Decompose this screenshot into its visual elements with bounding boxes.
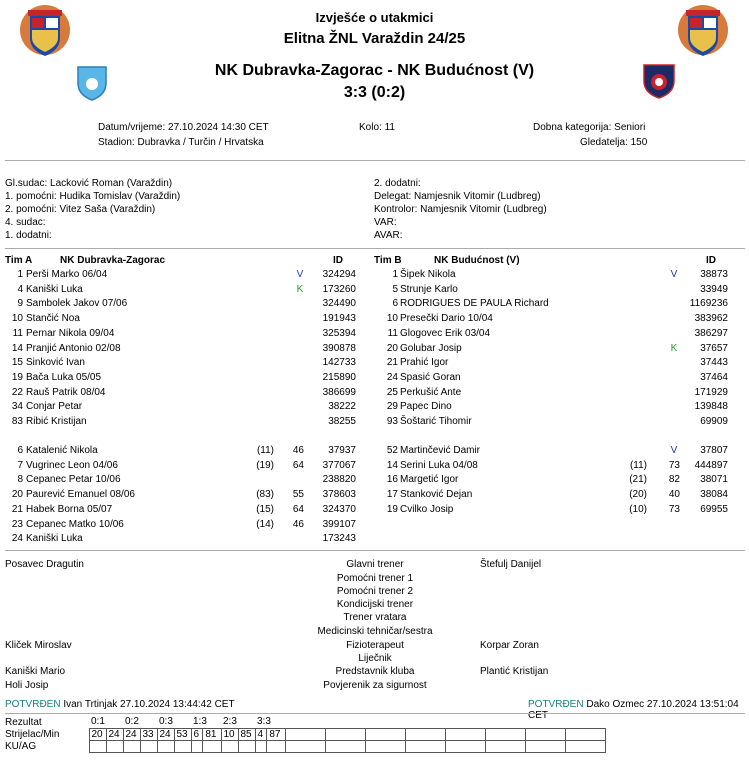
player-number: 23 <box>11 518 23 530</box>
goalkeeper-mark: V <box>670 269 678 280</box>
scorer-min-cell: 85 <box>238 728 255 740</box>
player-row <box>0 460 749 474</box>
player-name: Conjar Petar <box>26 401 83 413</box>
player-id: 377067 <box>322 459 356 471</box>
sub-replaced: (21) <box>629 474 647 486</box>
age-row <box>533 122 645 133</box>
sub-replaced: (20) <box>629 489 647 501</box>
player-row <box>0 519 749 533</box>
staff-home-person: Kliček Miroslav <box>5 640 72 651</box>
player-row <box>0 372 749 386</box>
player-id: 171929 <box>694 386 728 398</box>
staff-home-person: Holi Josip <box>5 680 49 691</box>
stadium-row <box>98 137 264 148</box>
player-name: Sambolek Jakov 07/06 <box>26 298 128 310</box>
player-number: 20 <box>11 489 23 501</box>
empty-cell <box>123 740 140 752</box>
player-number: 22 <box>11 386 23 398</box>
empty-cell <box>445 728 485 740</box>
player-row <box>0 313 749 327</box>
empty-cell <box>174 740 191 752</box>
goalkeeper-mark: V <box>670 445 678 456</box>
team-a-name: NK Dubravka-Zagorac <box>60 255 166 266</box>
empty-cell <box>445 716 485 728</box>
player-name: Cvilko Josip <box>400 503 454 515</box>
player-name: Šoštarić Tihomir <box>400 416 472 427</box>
sub-minute: 46 <box>292 445 304 456</box>
empty-cell <box>325 740 365 752</box>
official-line: 2. dodatni: <box>374 178 421 189</box>
empty-cell <box>140 740 157 752</box>
sub-minute: 73 <box>668 459 680 471</box>
empty-cell <box>89 740 106 752</box>
empty-cell <box>203 740 221 752</box>
empty-cell <box>365 716 405 728</box>
player-id: 399107 <box>322 518 356 530</box>
staff-role: Glavni trener <box>346 559 404 570</box>
results-table <box>5 716 606 753</box>
player-id: 386297 <box>694 327 728 339</box>
datetime-value: 27.10.2024 14:30 CET <box>168 122 269 133</box>
official-line: Kontrolor: Namjesnik Vitomir (Ludbreg) <box>374 204 547 215</box>
player-number: 83 <box>11 416 23 427</box>
staff-role: Liječnik <box>358 653 392 664</box>
sub-replaced: (19) <box>256 459 274 471</box>
player-id: 386699 <box>322 386 356 398</box>
sub-replaced: (11) <box>629 459 647 471</box>
player-name: Strunje Karlo <box>400 283 458 295</box>
player-number: 25 <box>386 386 398 398</box>
scorer-min-cell: 33 <box>140 728 157 740</box>
staff-role: Medicinski tehničar/sestra <box>317 626 433 637</box>
sub-minute: 64 <box>292 459 304 471</box>
player-name: Presečki Dario 10/04 <box>400 313 493 325</box>
player-name: Golubar Josip <box>400 342 462 354</box>
empty-cell <box>157 740 174 752</box>
player-number: 34 <box>11 401 23 413</box>
team-a-label: Tim A <box>5 255 33 266</box>
player-id: 37657 <box>700 342 728 354</box>
player-id: 1169236 <box>689 298 728 310</box>
player-row <box>0 474 749 488</box>
player-id: 324370 <box>322 503 356 515</box>
player-id: 142733 <box>322 357 356 369</box>
player-name: Ribić Kristijan <box>26 416 87 427</box>
player-name: Martinčević Damir <box>400 445 481 456</box>
official-line: VAR: <box>374 217 397 228</box>
player-name: Spasić Goran <box>400 371 461 383</box>
player-name: Cepanec Matko 10/06 <box>26 518 124 530</box>
player-row <box>0 416 749 430</box>
empty-cell <box>525 728 565 740</box>
player-number: 15 <box>11 357 23 369</box>
empty-cell <box>565 740 605 752</box>
player-id: 37807 <box>700 445 728 456</box>
captain-mark: K <box>670 342 678 354</box>
staff-away-person: Štefulj Danijel <box>480 559 542 570</box>
scorer-min-cell: 87 <box>267 728 285 740</box>
results-ku-row <box>5 740 605 752</box>
player-number: 11 <box>12 327 23 339</box>
confirm-left-text: Ivan Trtinjak 27.10.2024 13:44:42 CET <box>63 699 235 710</box>
results-scorer-row <box>5 728 605 740</box>
age-value: Seniori <box>614 122 646 133</box>
player-id: 37464 <box>700 371 728 383</box>
divider <box>5 248 745 249</box>
captain-mark: K <box>296 283 304 295</box>
scorer-team-cell: 6 <box>191 728 203 740</box>
player-number: 29 <box>386 401 398 413</box>
player-number: 7 <box>17 459 23 471</box>
player-row <box>0 328 749 342</box>
player-row <box>0 269 749 283</box>
sub-minute: 55 <box>292 489 304 501</box>
team-b-name: NK Budućnost (V) <box>434 255 520 266</box>
datetime-label: Datum/vrijeme: <box>98 122 166 133</box>
player-row <box>0 504 749 518</box>
spectators-label: Gledatelja: <box>580 137 628 148</box>
empty-cell <box>445 740 485 752</box>
player-name: Katalenić Nikola <box>26 445 98 456</box>
player-number: 10 <box>11 313 23 325</box>
score-cell: 3:3 <box>255 716 285 728</box>
player-id: 324294 <box>322 269 356 280</box>
player-number: 93 <box>386 416 398 427</box>
player-name: Habek Borna 05/07 <box>26 503 113 515</box>
empty-cell <box>325 728 365 740</box>
goalkeeper-mark: V <box>296 269 304 280</box>
official-line: Delegat: Namjesnik Vitomir (Ludbreg) <box>374 191 541 202</box>
player-name: Vugrinec Leon 04/06 <box>26 459 118 471</box>
player-name: Perkušić Ante <box>400 386 462 398</box>
player-number: 6 <box>17 445 23 456</box>
player-id: 238820 <box>322 474 356 486</box>
empty-cell <box>365 740 405 752</box>
player-id: 37443 <box>700 357 728 369</box>
confirm-right-text: Dako Ozmec 27.10.2024 13:51:04 CET <box>528 699 739 721</box>
datetime-row <box>98 122 269 133</box>
player-id: 38084 <box>700 489 728 501</box>
empty-cell <box>485 740 525 752</box>
divider <box>5 550 745 551</box>
player-name: Prahić Igor <box>400 357 449 369</box>
empty-cell <box>285 716 325 728</box>
empty-cell <box>267 740 285 752</box>
player-id: 173243 <box>322 533 356 545</box>
results-label: KU/AG <box>5 740 37 752</box>
player-id: 390878 <box>322 342 356 354</box>
player-name: Stančić Noa <box>26 313 80 325</box>
score-cell: 0:2 <box>123 716 157 728</box>
player-id: 378603 <box>322 489 356 501</box>
spectators-value: 150 <box>630 137 648 148</box>
staff-role: Predstavnik kluba <box>335 666 415 677</box>
officials-left <box>5 177 180 242</box>
player-number: 19 <box>11 371 23 383</box>
staff-role: Trener vratara <box>343 612 407 623</box>
player-name: Kaniški Luka <box>26 283 83 295</box>
sub-replaced: (10) <box>629 503 647 515</box>
player-number: 21 <box>386 357 398 369</box>
staff-role: Povjerenik za sigurnost <box>323 680 427 691</box>
empty-cell <box>365 728 405 740</box>
results-label: Strijelac/Min <box>5 728 60 740</box>
team-a-id-header: ID <box>333 255 343 266</box>
stadium-label: Stadion: <box>98 137 135 148</box>
player-number: 5 <box>392 283 398 295</box>
sub-minute: 82 <box>668 474 680 486</box>
player-number: 14 <box>386 459 398 471</box>
player-name: Stanković Dejan <box>400 489 473 501</box>
sub-replaced: (83) <box>256 489 274 501</box>
official-line: AVAR: <box>374 230 403 241</box>
player-number: 1 <box>392 269 398 280</box>
staff-home-person: Kaniški Mario <box>5 666 66 677</box>
sub-minute: 64 <box>292 503 304 515</box>
player-name: Perši Marko 06/04 <box>26 269 108 280</box>
empty-cell <box>485 728 525 740</box>
empty-cell <box>255 740 267 752</box>
confirm-right-label: POTVRĐEN <box>528 699 584 710</box>
player-id: 38071 <box>700 474 728 486</box>
player-id: 38222 <box>328 401 356 413</box>
player-name: RODRIGUES DE PAULA Richard <box>400 298 549 310</box>
empty-cell <box>565 716 605 728</box>
empty-cell <box>405 716 445 728</box>
sub-replaced: (15) <box>256 503 274 515</box>
official-line: 4. sudac: <box>5 217 46 228</box>
player-number: 21 <box>11 503 23 515</box>
player-number: 10 <box>386 313 398 325</box>
score-cell: 0:1 <box>89 716 123 728</box>
empty-cell <box>191 740 203 752</box>
divider <box>5 160 745 161</box>
player-row <box>0 401 749 415</box>
score-cell: 2:3 <box>221 716 255 728</box>
spectators-row <box>580 137 647 148</box>
empty-cell <box>485 716 525 728</box>
player-id: 38255 <box>328 416 356 427</box>
empty-cell <box>285 728 325 740</box>
player-name: Paurević Emanuel 08/06 <box>26 489 135 501</box>
player-id: 173260 <box>322 283 356 295</box>
official-line: 1. dodatni: <box>5 230 52 241</box>
staff-role: Pomoćni trener 2 <box>336 586 414 597</box>
official-line: Gl.sudac: Lacković Roman (Varaždin) <box>5 178 173 189</box>
scorer-min-cell: 24 <box>106 728 123 740</box>
results-score-row <box>5 716 605 728</box>
confirm-left <box>5 699 235 710</box>
player-number: 24 <box>11 533 23 545</box>
empty-cell <box>405 728 445 740</box>
match-score: 3:3 (0:2) <box>343 84 406 101</box>
scorer-min-cell: 81 <box>203 728 221 740</box>
player-row <box>0 489 749 503</box>
scorer-min-cell: 53 <box>174 728 191 740</box>
player-row <box>0 357 749 371</box>
player-id: 69955 <box>700 503 728 515</box>
empty-cell <box>325 716 365 728</box>
player-row <box>0 298 749 312</box>
player-number: 14 <box>11 342 23 354</box>
league-title: Elitna ŽNL Varaždin 24/25 <box>283 30 466 47</box>
stadium-value: Dubravka / Turčin / Hrvatska <box>137 137 264 148</box>
score-cell: 1:3 <box>191 716 221 728</box>
player-number: 6 <box>392 298 398 310</box>
player-id: 139848 <box>694 401 728 413</box>
player-name: Glogovec Erik 03/04 <box>400 327 491 339</box>
staff-role: Kondicijski trener <box>336 599 414 610</box>
player-name: Sinković Ivan <box>26 357 85 369</box>
player-name: Papec Dino <box>400 401 452 413</box>
officials-right <box>374 177 547 242</box>
player-id: 69909 <box>700 416 728 427</box>
player-number: 52 <box>386 445 398 456</box>
sub-replaced: (11) <box>256 445 274 456</box>
player-name: Pranjić Antonio 02/08 <box>26 342 121 354</box>
player-number: 16 <box>386 474 398 486</box>
score-cell: 0:3 <box>157 716 191 728</box>
match-title: NK Dubravka-Zagorac - NK Budućnost (V) <box>214 62 535 79</box>
player-number: 8 <box>17 474 23 486</box>
empty-cell <box>238 740 255 752</box>
round-value: 11 <box>384 122 395 133</box>
sub-replaced: (14) <box>256 518 274 530</box>
sub-minute: 46 <box>292 518 304 530</box>
staff-role: Fizioterapeut <box>346 640 404 651</box>
player-number: 19 <box>386 503 398 515</box>
player-id: 383962 <box>694 313 728 325</box>
player-number: 17 <box>386 489 398 501</box>
official-line: 2. pomoćni: Vitez Saša (Varaždin) <box>5 204 156 215</box>
empty-cell <box>565 728 605 740</box>
scorer-team-cell: 24 <box>123 728 140 740</box>
player-number: 4 <box>17 283 23 295</box>
age-label: Dobna kategorija: <box>533 122 612 133</box>
player-name: Margetić Igor <box>400 474 459 486</box>
empty-cell <box>106 740 123 752</box>
empty-cell <box>525 740 565 752</box>
player-number: 9 <box>17 298 23 310</box>
player-id: 33949 <box>700 283 728 295</box>
team-b-label: Tim B <box>374 255 402 266</box>
round-row <box>359 122 395 133</box>
round-label: Kolo: <box>359 122 382 133</box>
scorer-team-cell: 4 <box>255 728 267 740</box>
confirm-left-label: POTVRĐEN <box>5 699 61 710</box>
empty-cell <box>285 740 325 752</box>
player-row <box>0 533 749 547</box>
player-number: 1 <box>17 269 23 280</box>
empty-cell <box>405 740 445 752</box>
empty-cell <box>525 716 565 728</box>
player-name: Pernar Nikola 09/04 <box>26 327 115 339</box>
report-title: Izvješće o utakmici <box>315 10 434 25</box>
staff-away-person: Korpar Zoran <box>480 640 539 651</box>
player-number: 24 <box>386 371 398 383</box>
sub-minute: 40 <box>668 489 680 501</box>
results-label: Rezultat <box>5 716 42 728</box>
player-name: Serini Luka 04/08 <box>400 459 478 471</box>
player-id: 444897 <box>694 459 728 471</box>
player-name: Šipek Nikola <box>400 269 456 280</box>
staff-role: Pomoćni trener 1 <box>336 573 414 584</box>
staff-away-person: Plantić Kristijan <box>480 666 549 677</box>
empty-cell <box>221 740 238 752</box>
player-number: 20 <box>386 342 398 354</box>
player-name: Rauš Patrik 08/04 <box>26 386 106 398</box>
divider <box>5 713 745 714</box>
player-id: 325394 <box>322 327 356 339</box>
player-name: Kaniški Luka <box>26 533 83 545</box>
sub-minute: 73 <box>668 503 680 515</box>
official-line: 1. pomoćni: Hudika Tomislav (Varaždin) <box>5 191 181 202</box>
staff-home-person: Posavec Dragutin <box>5 559 84 570</box>
player-name: Bača Luka 05/05 <box>26 371 102 383</box>
player-name: Cepanec Petar 10/06 <box>26 474 121 486</box>
player-row <box>0 284 749 298</box>
player-id: 191943 <box>322 313 356 325</box>
player-id: 215890 <box>322 371 356 383</box>
player-id: 37937 <box>328 445 356 456</box>
scorer-team-cell: 24 <box>157 728 174 740</box>
player-row <box>0 387 749 401</box>
scorer-team-cell: 10 <box>221 728 238 740</box>
scorer-team-cell: 20 <box>89 728 106 740</box>
player-id: 38873 <box>700 269 728 280</box>
player-number: 11 <box>387 327 398 339</box>
team-b-id-header: ID <box>706 255 716 266</box>
player-id: 324490 <box>322 298 356 310</box>
player-row <box>0 445 749 459</box>
player-row <box>0 343 749 357</box>
